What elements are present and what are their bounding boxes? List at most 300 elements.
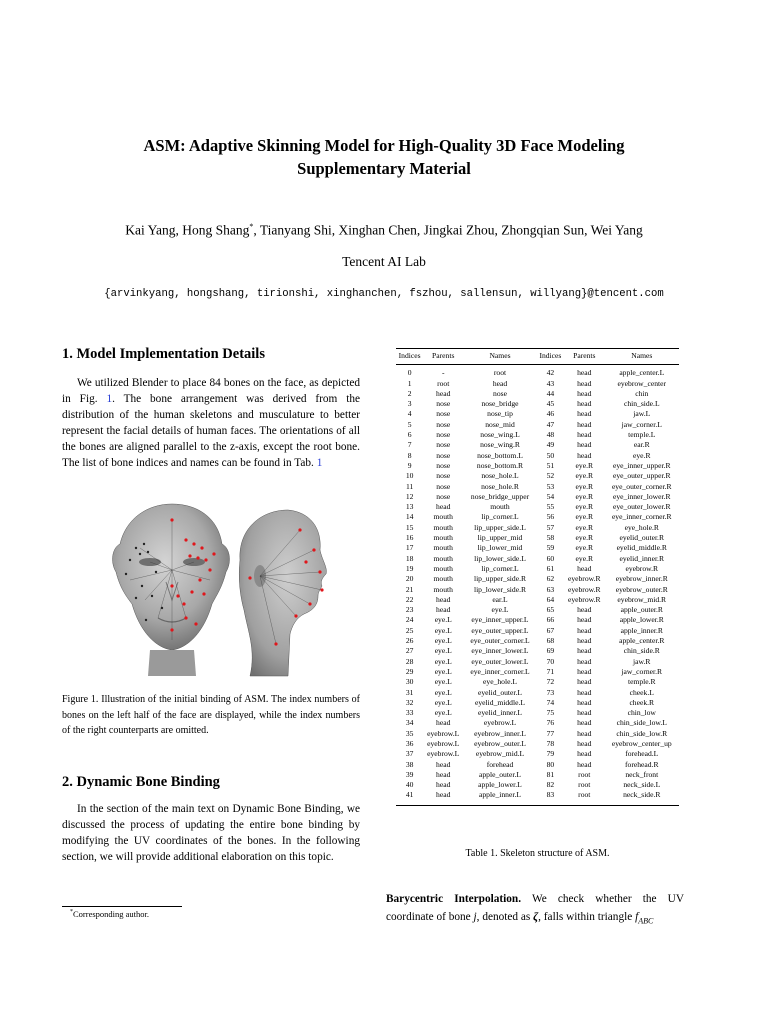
cell-index: 16 — [405, 533, 414, 543]
bary-text-c: , falls within triangle — [538, 911, 633, 923]
cell-parent-2: head — [577, 450, 592, 460]
cell-name-2: chin_side.R — [623, 646, 660, 656]
cell-index: 9 — [407, 460, 412, 470]
table-row — [396, 605, 679, 615]
cell-index-2: 78 — [546, 738, 555, 748]
cell-index: 7 — [407, 440, 412, 450]
cell-parent: mouth — [433, 543, 453, 553]
cell-parent: - — [441, 368, 445, 378]
cell-parent: root — [437, 378, 450, 388]
cell-index: 0 — [407, 368, 412, 378]
cell-parent: nose — [436, 450, 451, 460]
cell-parent: eye.L — [434, 708, 452, 718]
cell-name: eye_outer_upper.L — [471, 625, 529, 635]
cell-name: nose_wing.L — [480, 430, 520, 440]
cell-name-2: eyebrow_mid.R — [617, 594, 667, 604]
table-row — [396, 657, 679, 667]
author-emails: {arvinkyang, hongshang, tirionshi, xinghanchen, fszhou, sallensun, willyang}@tencent.com — [104, 288, 664, 300]
cell-index: 40 — [405, 780, 414, 790]
cell-name: eye_outer_lower.L — [471, 656, 529, 666]
cell-index-2: 79 — [546, 749, 555, 759]
cell-index: 33 — [405, 708, 414, 718]
table-row — [396, 389, 679, 399]
cell-index: 30 — [405, 677, 414, 687]
s1-text-a: We utilized Blender to place 84 bones on the face, as depicted in Fig. — [62, 377, 360, 405]
cell-index: 14 — [405, 512, 414, 522]
cell-parent: mouth — [433, 553, 453, 563]
authors-rest: , Tianyang Shi, Xinghan Chen, Jingkai Zhou, Zhongqian Sun, Wei Yang — [253, 222, 643, 238]
cell-parent-2: head — [577, 759, 592, 769]
table-row — [396, 646, 679, 656]
cell-index: 17 — [405, 543, 414, 553]
cell-parent: eyebrow.L — [427, 738, 460, 748]
cell-parent-2: head — [577, 615, 592, 625]
table-row — [396, 749, 679, 759]
cell-parent-2: head — [577, 656, 592, 666]
cell-index-2: 68 — [546, 636, 555, 646]
cell-name: ear.L — [492, 594, 508, 604]
cell-name-2: neck_side.R — [605, 790, 679, 805]
cell-parent: eyebrow.L — [427, 728, 460, 738]
cell-name: lip_corner.L — [481, 563, 519, 573]
cell-index: 39 — [405, 769, 414, 779]
cell-index: 3 — [407, 399, 412, 409]
cell-parent: eye.L — [434, 656, 452, 666]
section-1-heading: 1. Model Implementation Details — [62, 346, 265, 362]
cell-name-2: temple.L — [628, 430, 656, 440]
cell-index-2: 70 — [546, 656, 555, 666]
cell-parent-2: eye.R — [575, 460, 594, 470]
cell-name: apple_inner.L — [463, 790, 537, 805]
cell-parent: mouth — [433, 584, 453, 594]
cell-index: 21 — [405, 584, 414, 594]
cell-parent-2: head — [577, 738, 592, 748]
cell-index: 2 — [407, 388, 412, 398]
cell-index-2: 48 — [546, 430, 555, 440]
section-2-paragraph: In the section of the main text on Dynamic Bone Binding, we discussed the process of updating the entire bone binding by modifying the UV coordinates of the bones. In the following section, we will provide additional elaboration on this topic. — [62, 803, 360, 863]
cell-parent-2: eyebrow.R — [567, 584, 601, 594]
cell-parent-2: head — [577, 728, 592, 738]
table-header-row — [396, 349, 679, 365]
cell-parent: head — [436, 718, 451, 728]
cell-name: lip_lower_side.L — [474, 553, 526, 563]
table-row — [396, 502, 679, 512]
cell-name-2: eyelid_inner.R — [619, 553, 665, 563]
cell-index: 12 — [405, 491, 414, 501]
cell-name: root — [493, 368, 507, 378]
cell-index: 1 — [407, 378, 412, 388]
cell-index-2: 45 — [546, 399, 555, 409]
col-header-indices-2: Indices — [537, 349, 564, 365]
cell-index-2: 47 — [546, 419, 555, 429]
cell-name: nose_wing.R — [480, 440, 520, 450]
table-row — [396, 420, 679, 430]
cell-name-2: apple_center.L — [619, 368, 665, 378]
cell-name: eye_hole.L — [483, 677, 517, 687]
table-row — [396, 440, 679, 450]
cell-name: head — [492, 378, 508, 388]
cell-index-2: 75 — [546, 708, 555, 718]
section-1-paragraph — [62, 375, 360, 471]
table-row — [396, 688, 679, 698]
s1-text-b: . The bone arrangement was derived from the distribution of the human skeletons and musculature to better represent the facial details of human faces. The orientations of all the bones are aligned parallel to the z-axis, except the root bone. The list of bone indices and names can be found in Tab. — [62, 393, 360, 469]
cell-name: eyebrow_inner.L — [474, 728, 526, 738]
cell-name: nose_bridge_upper — [470, 491, 530, 501]
cell-parent: mouth — [433, 533, 453, 543]
footnote-rule — [62, 906, 182, 907]
footnote-text: Corresponding author. — [73, 909, 150, 919]
cell-name: lip_lower_side.R — [473, 584, 527, 594]
cell-parent: head — [436, 594, 451, 604]
title-line-1: ASM: Adaptive Skinning Model for High-Quality 3D Face Modeling — [143, 136, 625, 155]
cell-index-2: 81 — [546, 769, 555, 779]
cell-index-2: 56 — [546, 512, 555, 522]
cell-name-2: neck_side.L — [623, 780, 661, 790]
cell-index-2: 53 — [546, 481, 555, 491]
cell-name-2: eye_inner_corner.R — [611, 512, 672, 522]
cell-index-2: 64 — [546, 594, 555, 604]
cell-index: 15 — [405, 522, 414, 532]
cell-name: eyebrow.L — [483, 718, 517, 728]
table-row — [396, 482, 679, 492]
cell-index-2: 72 — [546, 677, 555, 687]
cell-index: 11 — [405, 481, 414, 491]
cell-name-2: eye_outer_corner.R — [611, 481, 672, 491]
bary-text-b: , denoted as — [476, 911, 531, 923]
table-row — [396, 512, 679, 522]
cell-parent: eye.L — [434, 625, 452, 635]
cell-parent-2: eye.R — [575, 533, 594, 543]
cell-index: 31 — [405, 687, 414, 697]
cell-name: lip_upper_mid — [477, 533, 523, 543]
cell-name-2: eyebrow_inner.R — [615, 574, 668, 584]
col-header-parents: Parents — [423, 349, 463, 365]
cell-index-2: 66 — [546, 615, 555, 625]
barycentric-paragraph — [386, 890, 684, 930]
cell-parent: eye.L — [434, 646, 452, 656]
cell-parent: eye.L — [434, 615, 452, 625]
cell-index: 41 — [396, 790, 423, 805]
cell-name-2: neck_front — [625, 769, 659, 779]
cell-name-2: apple_outer.R — [620, 605, 663, 615]
table-row — [396, 760, 679, 770]
cell-name-2: jaw.R — [633, 656, 651, 666]
table-row — [396, 461, 679, 471]
skeleton-table — [396, 348, 679, 806]
cell-parent-2: head — [577, 368, 592, 378]
table-1-link[interactable]: 1 — [316, 457, 323, 469]
cell-parent-2: eyebrow.R — [567, 574, 601, 584]
cell-name: nose_mid — [485, 419, 515, 429]
front-face-render — [113, 504, 230, 676]
cell-name: apple_outer.L — [479, 769, 521, 779]
cell-parent: eye.L — [434, 636, 452, 646]
cell-name: mouth — [490, 502, 510, 512]
cell-index: 26 — [405, 636, 414, 646]
cell-parent-2: head — [577, 718, 592, 728]
table-row — [396, 780, 679, 790]
cell-index-2: 58 — [546, 533, 555, 543]
cell-name: nose_bridge — [481, 399, 519, 409]
table-row — [396, 451, 679, 461]
cell-name: lip_corner.L — [481, 512, 519, 522]
cell-index-2: 59 — [546, 543, 555, 553]
cell-index-2: 50 — [546, 450, 555, 460]
cell-parent-2: head — [577, 388, 592, 398]
table-row — [396, 708, 679, 718]
cell-index: 35 — [405, 728, 414, 738]
table-row — [396, 533, 679, 543]
cell-parent-2: eye.R — [575, 522, 594, 532]
cell-name: lip_upper_side.R — [473, 574, 527, 584]
table-row — [396, 626, 679, 636]
col-header-parents-2: Parents — [564, 349, 605, 365]
cell-name: eyebrow_outer.L — [474, 738, 526, 748]
side-face-render — [239, 510, 326, 676]
cell-parent: head — [436, 759, 451, 769]
cell-name: forehead — [486, 759, 514, 769]
figure-1-illustration — [100, 500, 330, 680]
cell-name: eyelid_inner.L — [477, 708, 523, 718]
cell-parent: nose — [436, 471, 451, 481]
cell-index-2: 54 — [546, 491, 555, 501]
table-row — [396, 492, 679, 502]
table-row — [396, 718, 679, 728]
barycentric-label: Barycentric Interpolation. — [386, 893, 522, 905]
cell-index: 6 — [407, 430, 412, 440]
cell-name-2: apple_inner.R — [620, 625, 663, 635]
cell-parent-2: head — [577, 409, 592, 419]
table-row — [396, 430, 679, 440]
cell-index-2: 77 — [546, 728, 555, 738]
cell-index-2: 60 — [546, 553, 555, 563]
cell-name: nose_bottom.R — [476, 460, 524, 470]
cell-name-2: eyebrow.R — [625, 563, 659, 573]
cell-name-2: cheek.L — [629, 687, 654, 697]
cell-parent: mouth — [433, 512, 453, 522]
cell-name: nose_tip — [487, 409, 513, 419]
table-row — [396, 585, 679, 595]
cell-index-2: 73 — [546, 687, 555, 697]
cell-parent: eye.L — [434, 666, 452, 676]
cell-parent-2: eye.R — [575, 502, 594, 512]
cell-parent-2: head — [577, 636, 592, 646]
cell-name-2: eyebrow_center_up — [611, 738, 672, 748]
cell-name-2: chin_side.L — [623, 399, 660, 409]
cell-parent-2: head — [577, 666, 592, 676]
cell-index: 8 — [407, 450, 412, 460]
cell-parent-2: head — [577, 399, 592, 409]
cell-index: 20 — [405, 574, 414, 584]
cell-index: 23 — [405, 605, 414, 615]
cell-parent: nose — [436, 440, 451, 450]
cell-index: 28 — [405, 656, 414, 666]
cell-name-2: eye_outer_lower.R — [612, 502, 671, 512]
cell-parent-2: eye.R — [575, 543, 594, 553]
table-row — [396, 543, 679, 553]
cell-name-2: forehead.R — [625, 759, 659, 769]
cell-index-2: 49 — [546, 440, 555, 450]
cell-index-2: 76 — [546, 718, 555, 728]
cell-parent-2: head — [577, 440, 592, 450]
figure-1-caption: Figure 1. Illustration of the initial binding of ASM. The index numbers of bones on the left half of the face are displayed, while the index numbers of the right counterparts are omitted. — [62, 694, 360, 736]
cell-parent-2: head — [577, 605, 592, 615]
corresponding-mark: * — [249, 222, 254, 231]
cell-name-2: apple_lower.R — [619, 615, 664, 625]
cell-index-2: 62 — [546, 574, 555, 584]
cell-index: 37 — [405, 749, 414, 759]
cell-parent: mouth — [433, 574, 453, 584]
bary-text-a: We check whether the UV coordinate of bone — [386, 893, 684, 923]
cell-name-2: eye_outer_upper.R — [612, 471, 671, 481]
cell-index-2: 83 — [537, 790, 564, 805]
cell-parent-2: head — [577, 378, 592, 388]
cell-parent: mouth — [433, 522, 453, 532]
cell-name: eyelid_middle.L — [475, 697, 525, 707]
cell-parent-2: root — [578, 769, 591, 779]
math-var-zeta: ζ — [533, 911, 539, 923]
cell-parent-2: root — [578, 780, 591, 790]
col-header-names-2: Names — [605, 349, 679, 365]
cell-index-2: 57 — [546, 522, 555, 532]
cell-name-2: eye_hole.R — [624, 522, 659, 532]
cell-parent-2: eye.R — [575, 481, 594, 491]
cell-parent: eye.L — [434, 677, 452, 687]
cell-parent-2: head — [577, 563, 592, 573]
cell-parent: head — [436, 388, 451, 398]
cell-name-2: jaw_corner.L — [621, 419, 662, 429]
cell-name-2: temple.R — [627, 677, 656, 687]
math-var-f: f — [635, 911, 639, 923]
table-row — [396, 399, 679, 409]
cell-name: eyelid_outer.L — [477, 687, 523, 697]
cell-name: lip_upper_side.L — [474, 522, 526, 532]
cell-index: 4 — [407, 409, 412, 419]
cell-index-2: 74 — [546, 697, 555, 707]
table-row — [396, 523, 679, 533]
table-row — [396, 698, 679, 708]
table-row — [396, 409, 679, 419]
cell-index: 38 — [405, 759, 414, 769]
cell-name: apple_lower.L — [478, 780, 522, 790]
col-header-names: Names — [463, 349, 537, 365]
cell-parent-2: head — [577, 677, 592, 687]
cell-name: eye_inner_lower.L — [471, 646, 529, 656]
cell-parent: mouth — [433, 563, 453, 573]
cell-name-2: chin_low — [627, 708, 656, 718]
cell-index-2: 51 — [546, 460, 555, 470]
cell-parent: eye.L — [434, 687, 452, 697]
cell-parent-2: head — [577, 687, 592, 697]
cell-index-2: 42 — [546, 368, 555, 378]
cell-parent: eye.L — [434, 697, 452, 707]
table-row — [396, 379, 679, 389]
cell-parent-2: eyebrow.R — [567, 594, 601, 604]
cell-index-2: 52 — [546, 471, 555, 481]
cell-parent-2: head — [577, 697, 592, 707]
cell-parent-2: root — [564, 790, 605, 805]
cell-index-2: 80 — [546, 759, 555, 769]
cell-parent: head — [436, 769, 451, 779]
cell-index-2: 46 — [546, 409, 555, 419]
table-1-caption: Table 1. Skeleton structure of ASM. — [465, 848, 610, 859]
cell-index-2: 67 — [546, 625, 555, 635]
cell-parent: nose — [436, 491, 451, 501]
cell-parent: nose — [436, 409, 451, 419]
cell-index: 24 — [405, 615, 414, 625]
section-2-heading: 2. Dynamic Bone Binding — [62, 774, 220, 790]
affiliation: Tencent AI Lab — [342, 254, 426, 269]
cell-index-2: 71 — [546, 666, 555, 676]
table-row — [396, 636, 679, 646]
cell-index: 32 — [405, 697, 414, 707]
cell-index-2: 69 — [546, 646, 555, 656]
cell-name-2: jaw.L — [633, 409, 651, 419]
cell-name-2: chin_side_low.R — [616, 728, 668, 738]
figure-1-link[interactable]: 1 — [106, 393, 113, 405]
cell-index: 10 — [405, 471, 414, 481]
cell-index: 36 — [405, 738, 414, 748]
cell-index-2: 82 — [546, 780, 555, 790]
cell-name-2: eyelid_middle.R — [616, 543, 667, 553]
cell-parent-2: head — [577, 646, 592, 656]
table-row — [396, 790, 679, 805]
table-row — [396, 667, 679, 677]
authors-first: Kai Yang, Hong Shang — [125, 222, 250, 238]
cell-name-2: chin — [635, 388, 649, 398]
table-row — [396, 595, 679, 605]
table-row — [396, 770, 679, 780]
cell-name-2: eyebrow_outer.R — [615, 584, 668, 594]
cell-parent-2: head — [577, 749, 592, 759]
cell-name: eye_inner_upper.L — [471, 615, 529, 625]
cell-name: nose_hole.R — [481, 481, 519, 491]
cell-name-2: forehead.L — [625, 749, 659, 759]
cell-name: eye_inner_corner.L — [470, 666, 530, 676]
cell-name: nose — [493, 388, 507, 398]
table-row — [396, 739, 679, 749]
cell-parent-2: head — [577, 419, 592, 429]
cell-name: nose_bottom.L — [477, 450, 523, 460]
cell-parent: head — [436, 780, 451, 790]
table-row — [396, 564, 679, 574]
cell-index-2: 43 — [546, 378, 555, 388]
cell-parent: head — [423, 790, 463, 805]
cell-name: lip_lower_mid — [477, 543, 523, 553]
cell-parent: nose — [436, 419, 451, 429]
title-line-2: Supplementary Material — [297, 159, 471, 178]
table-row — [396, 729, 679, 739]
cell-name-2: cheek.R — [629, 697, 655, 707]
table-row — [396, 554, 679, 564]
cell-parent-2: eye.R — [575, 553, 594, 563]
cell-name-2: chin_side_low.L — [616, 718, 667, 728]
math-subscript-abc: ABC — [638, 916, 654, 926]
footnote — [70, 909, 149, 919]
cell-index: 29 — [405, 666, 414, 676]
cell-name: eyebrow_mid.L — [475, 749, 525, 759]
cell-index: 5 — [407, 419, 412, 429]
cell-parent-2: head — [577, 625, 592, 635]
cell-name-2: jaw_corner.R — [621, 666, 663, 676]
cell-index-2: 44 — [546, 388, 555, 398]
cell-parent-2: head — [577, 708, 592, 718]
cell-name: eye_outer_corner.L — [470, 636, 530, 646]
author-list — [0, 222, 768, 239]
col-header-indices: Indices — [396, 349, 423, 365]
footnote-mark: * — [70, 909, 73, 916]
cell-name-2: eye_inner_upper.R — [612, 460, 671, 470]
